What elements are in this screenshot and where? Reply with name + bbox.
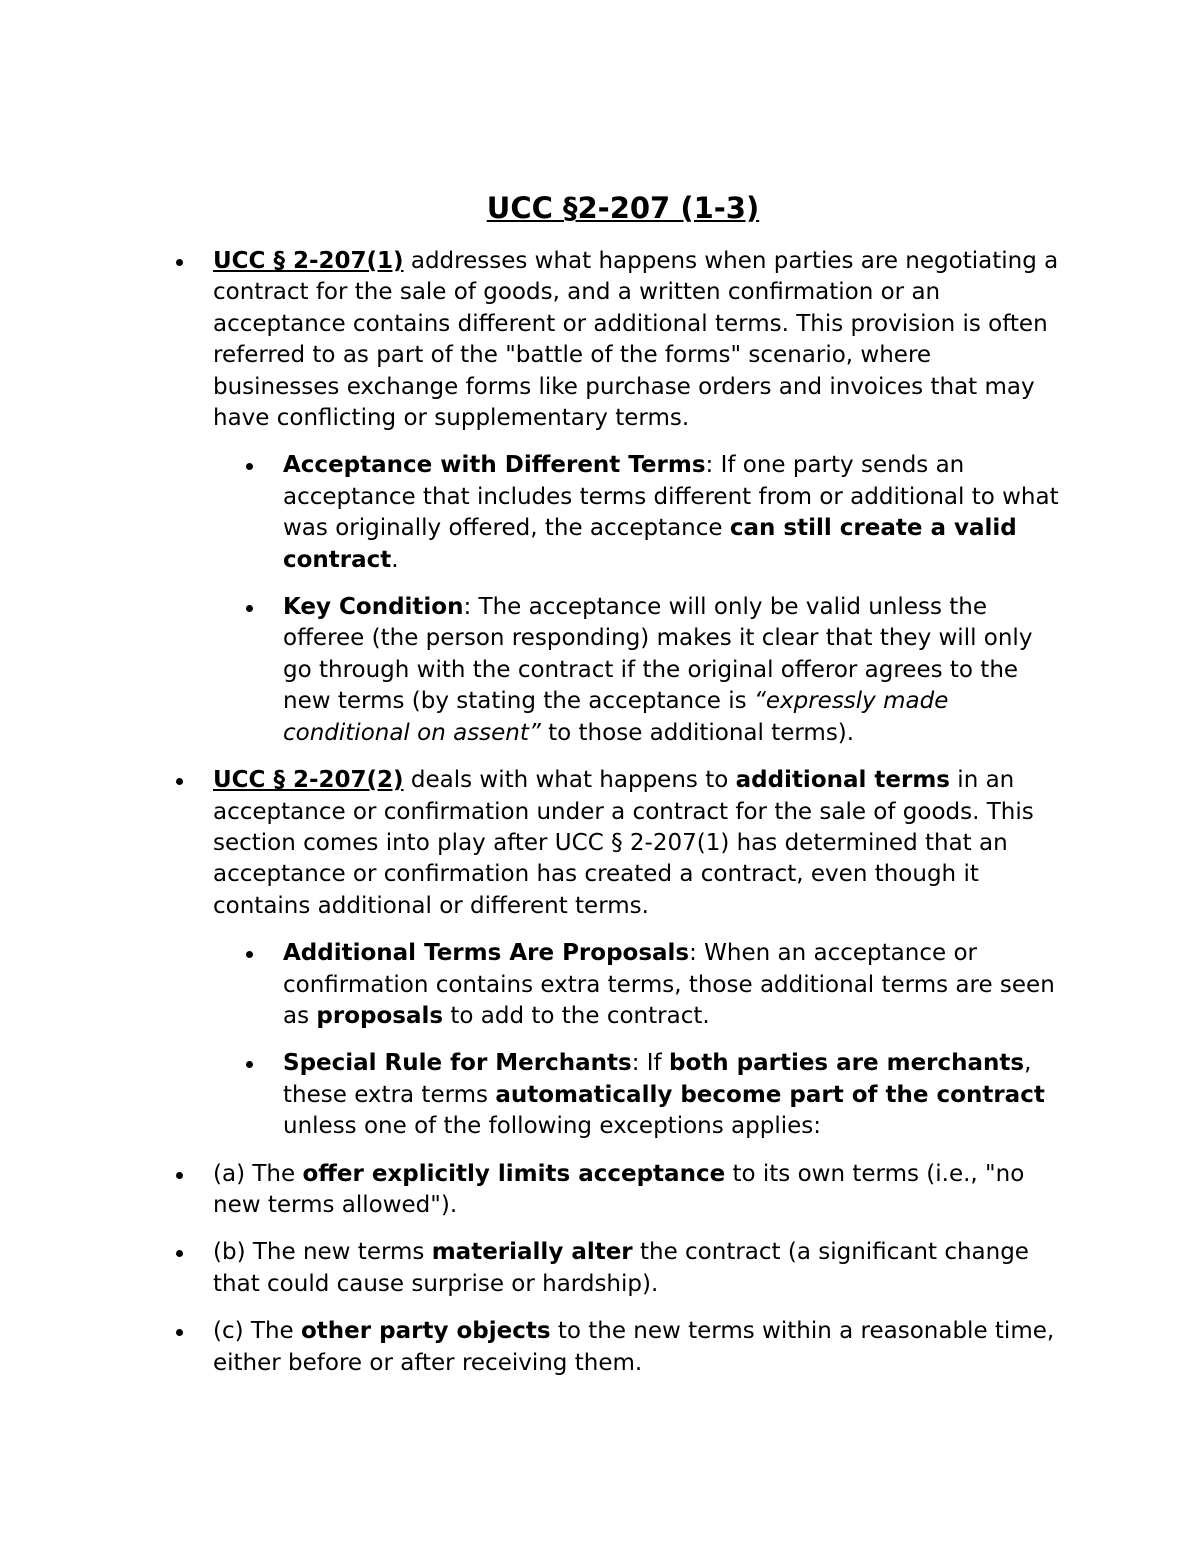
bullet-icon	[176, 778, 183, 785]
list-item	[174, 246, 1060, 434]
bullet-icon	[246, 1061, 253, 1068]
list-item	[174, 1316, 1060, 1379]
bullet-list	[174, 246, 1060, 1379]
text-run: can still create a valid contract	[283, 515, 1017, 573]
text-run: (b) The new terms	[213, 1239, 432, 1266]
text-run: : If	[631, 1050, 669, 1077]
text-run: (a) The	[213, 1160, 303, 1187]
text-run: both parties are merchants	[668, 1050, 1025, 1077]
text-run: (c) The	[213, 1318, 301, 1345]
text-run: addresses what happens when parties are negotiating a contract for the sale of goods, and a written confirmation or an acceptance contains different or additional terms. This provision is often referred to as part of the "battle of the forms" scenario, where businesses exchange forms like purchase orders and invoices that may have conflicting or supplementary terms.	[213, 248, 1059, 432]
text-run: additional terms	[735, 767, 950, 794]
bullet-icon	[176, 1329, 183, 1336]
bullet-icon	[176, 1250, 183, 1257]
list-item	[174, 1159, 1060, 1222]
bullet-icon	[246, 951, 253, 958]
text-run: .	[391, 546, 399, 573]
text-run: materially alter	[431, 1239, 633, 1266]
sub-list-item	[174, 938, 1060, 1032]
bullet-icon	[176, 1172, 183, 1179]
text-run: , these extra terms	[283, 1050, 1032, 1108]
text-run: “expressly made conditional on assent”	[283, 688, 949, 746]
text-run: to add to the contract.	[443, 1002, 710, 1029]
text-run: : The acceptance will only be valid unless the offeree (the person responding) makes it clear that they will only go through with the contract if the original offeror agrees to the new terms (by stating the acceptance is	[283, 594, 1033, 715]
text-run: Additional Terms Are Proposals	[283, 940, 690, 967]
text-run: automatically become part of the contract	[495, 1081, 1045, 1108]
text-run: other party objects	[301, 1318, 551, 1345]
text-run: to its own terms (i.e., "no new terms allowed").	[213, 1160, 1025, 1218]
list-item	[174, 765, 1060, 922]
text-run: Key Condition	[283, 594, 464, 621]
text-run: to the new terms within a reasonable time, either before or after receiving them.	[213, 1318, 1055, 1376]
text-run: in an acceptance or confirmation under a contract for the sale of goods. This section comes into play after UCC § 2-207(1) has determined that an acceptance or confirmation has created a contract, even though it contains additional or different terms.	[213, 767, 1034, 919]
text-run: UCC § 2-207(2)	[213, 767, 404, 794]
text-run: Special Rule for Merchants	[283, 1050, 632, 1077]
text-run: offer explicitly limits acceptance	[302, 1160, 726, 1187]
text-run: deals with what happens to	[403, 767, 736, 794]
text-run: unless one of the following exceptions applies:	[283, 1113, 821, 1140]
bullet-icon	[246, 463, 253, 470]
sub-list-item	[174, 592, 1060, 749]
text-run: : If one party sends an acceptance that includes terms different from or additional to what was originally offered, the acceptance	[283, 452, 1059, 542]
list-item	[174, 1237, 1060, 1300]
text-run: to those additional terms).	[540, 719, 855, 746]
bullet-icon	[246, 605, 253, 612]
text-run: the contract (a significant change that could cause surprise or hardship).	[213, 1239, 1029, 1297]
text-run: : When an acceptance or confirmation contains extra terms, those additional terms are seen as	[283, 940, 1055, 1029]
bullet-icon	[176, 259, 183, 266]
text-run: UCC § 2-207(1)	[213, 248, 404, 274]
text-run: Acceptance with Different Terms	[283, 452, 706, 479]
sub-list-item	[174, 1048, 1060, 1142]
sub-list-item	[174, 450, 1060, 576]
text-run: proposals	[316, 1002, 444, 1029]
page-title: UCC §2-207 (1-3)	[486, 191, 760, 225]
